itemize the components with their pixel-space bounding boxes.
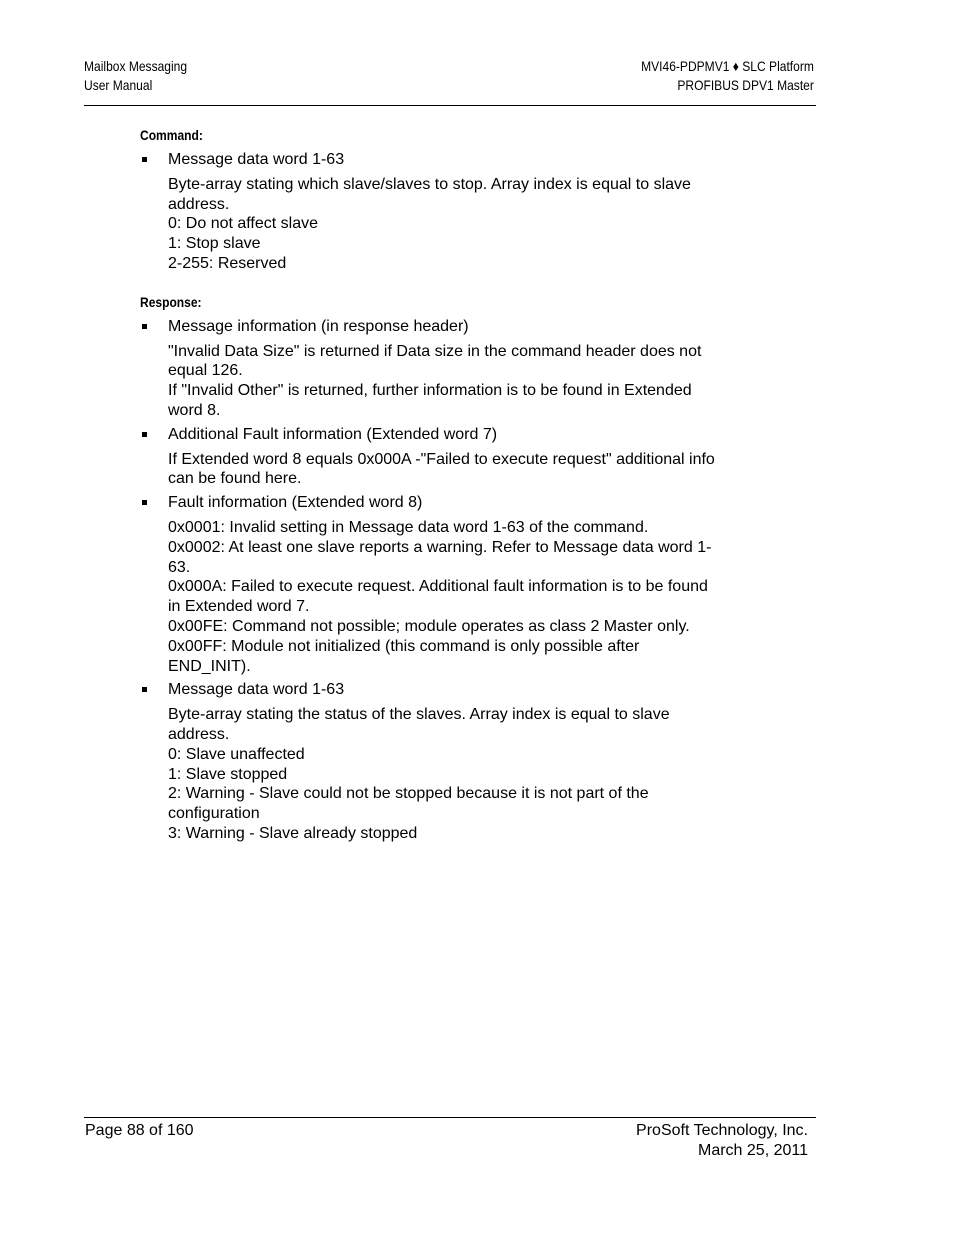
main-content <box>140 126 770 848</box>
detail-line: 1: Slave stopped <box>168 765 288 783</box>
detail-line: 2: Warning - Slave could not be stopped because it is not part of the <box>168 785 649 803</box>
detail-line: 0x00FE: Command not possible; module operates as class 2 Master only. <box>168 617 690 635</box>
detail-line: 0x0001: Invalid setting in Message data word 1-63 of the command. <box>168 518 649 536</box>
detail-line: 3: Warning - Slave already stopped <box>168 824 418 842</box>
detail-line: Byte-array stating the status of the slaves. Array index is equal to slave <box>168 706 670 724</box>
square-bullet-icon <box>142 432 147 437</box>
header-left <box>84 57 187 95</box>
footer-left <box>85 1121 194 1141</box>
footer-right <box>636 1121 808 1161</box>
bullet-title-text: Message data word 1-63 <box>168 151 345 168</box>
detail-line: Byte-array stating which slave/slaves to stop. Array index is equal to slave <box>168 175 691 193</box>
bullet-title <box>168 425 770 445</box>
bullet-detail <box>168 450 770 490</box>
detail-line: 0x0002: At least one slave reports a warning. Refer to Message data word 1- <box>168 538 712 556</box>
detail-line: configuration <box>168 805 260 823</box>
detail-line: 0: Do not affect slave <box>168 215 319 233</box>
bullet-title <box>168 150 770 170</box>
bullet-title-text: Additional Fault information (Extended word 7) <box>168 425 498 443</box>
bullet-title-text: Fault information (Extended word 8) <box>168 494 423 512</box>
bullet-title <box>168 317 770 337</box>
detail-line: 63. <box>168 558 191 576</box>
square-bullet-icon <box>142 500 147 505</box>
square-bullet-icon <box>142 687 147 692</box>
command-heading: Command: <box>140 127 203 143</box>
detail-line: 0x000A: Failed to execute request. Additional fault information is to be found <box>168 578 708 596</box>
square-bullet-icon <box>142 157 147 162</box>
bullet-title <box>168 680 770 700</box>
detail-line: If "Invalid Other" is returned, further information is to be found in Extended <box>168 382 692 400</box>
detail-line: address. <box>168 725 230 743</box>
detail-line: 2-255: Reserved <box>168 254 287 272</box>
detail-line: can be found here. <box>168 470 302 488</box>
detail-line: "Invalid Data Size" is returned if Data size in the command header does not <box>168 342 702 360</box>
page-footer <box>84 1117 816 1159</box>
header-section-title: Mailbox Messaging <box>84 58 188 74</box>
response-heading: Response: <box>140 293 202 310</box>
header-right <box>641 57 814 95</box>
company-name: ProSoft Technology, Inc. <box>636 1122 808 1139</box>
response-item-additional-fault <box>140 425 770 489</box>
bullet-title-text: Message information (in response header) <box>168 317 469 335</box>
header-doc-type: User Manual <box>84 77 153 93</box>
detail-line: 1: Stop slave <box>168 235 261 253</box>
bullet-detail <box>168 342 770 421</box>
response-item-message-data <box>140 680 770 843</box>
response-item-message-info <box>140 317 770 421</box>
bullet-detail <box>168 705 770 844</box>
detail-line: If Extended word 8 equals 0x000A -"Failed to execute request" additional info <box>168 450 715 468</box>
header-product-platform: MVI46-PDPMV1 ♦ SLC Platform <box>641 58 814 74</box>
publication-date: March 25, 2011 <box>698 1142 808 1159</box>
header-product-name: PROFIBUS DPV1 Master <box>677 77 814 93</box>
bullet-title <box>168 493 770 513</box>
bullet-title-text: Message data word 1-63 <box>168 681 345 699</box>
response-item-fault-info <box>140 493 770 676</box>
page-number: Page 88 of 160 <box>85 1122 194 1139</box>
detail-line: 0: Slave unaffected <box>168 745 305 763</box>
bullet-detail <box>168 518 770 676</box>
detail-line: 0x00FF: Module not initialized (this command is only possible after <box>168 637 640 655</box>
detail-line: equal 126. <box>168 362 243 380</box>
command-item <box>140 150 770 274</box>
square-bullet-icon <box>142 324 147 329</box>
detail-line: in Extended word 7. <box>168 598 310 616</box>
page-header <box>84 57 816 106</box>
detail-line: word 8. <box>168 401 221 419</box>
detail-line: address. <box>168 195 230 213</box>
detail-line: END_INIT). <box>168 657 251 675</box>
bullet-detail <box>168 175 770 274</box>
